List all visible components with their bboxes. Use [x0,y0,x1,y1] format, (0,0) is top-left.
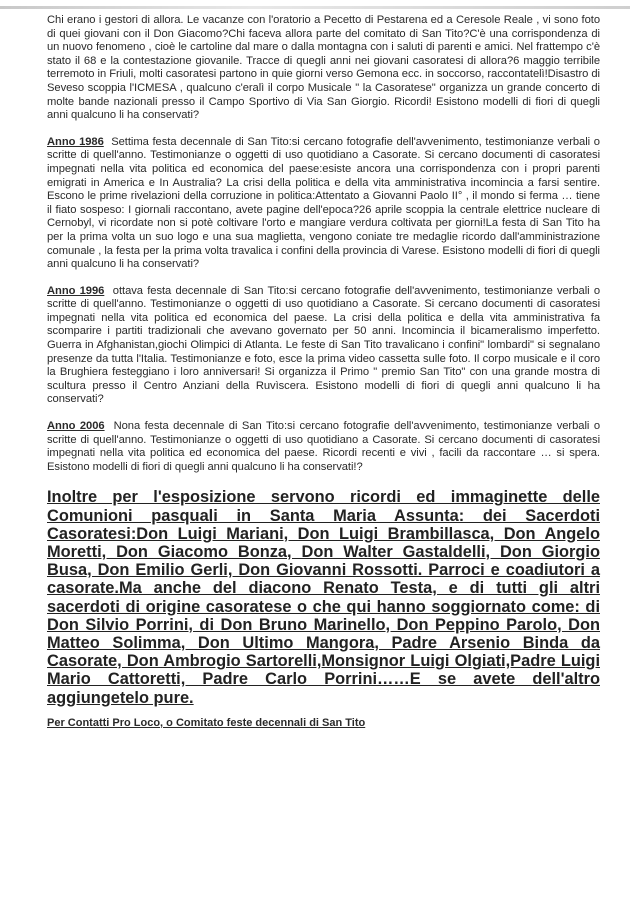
scan-top-edge [0,6,630,9]
document-page [47,14,600,729]
section-1996 [47,285,600,407]
section-2006-text: Nona festa decennale di San Tito:si cercano fotografie dell'avvenimento, testimonianze verbali o scritte di quell'anno. Testimonianze o oggetti di uso quotidiano a Casorate. Si cercano documenti di casoratesi impegnati nella vita politica ed economica del paese. Ricordi recenti e vivi , facili da raccontare … si spera. Esistono modelli di fiori di quegli anni qualcuno li ha conservati!? [47,420,600,473]
section-1986-text: Settima festa decennale di San Tito:si cercano fotografie dell'avvenimento, testimonianze verbali o scritte di quell'anno. Testimonianze o oggetti di uso quotidiano a Casorate. Si cercano documenti di casoratesi impegnati nella vita politica ed economica del paese:esiste ancora una corrispondenza con i propri parenti emigrati in America e In Australia? La crisi della politica e della vita amministrativa incomincia a farsi sentire. Escono le prime rivelazioni della corruzione in politica:Attentato a Giovanni Paolo II° , il mondo si ferma … tiene il fiato sospeso: I giornali raccontano, avete pagine dell'epoca?26 aprile scoppia la centrale elettrice nucleare di Cernobyl, vi ricordate non si potè coltivare l'orto e mangiare verdura coltivata per giorni!La festa di San Tito ha per la prima volta un suo logo e una sua maglietta, vengono coniate tre medaglie ricordo dall'amministrazione comunale , la festa per la prima volta travalica i confini della provincia di Varese. Esistono modelli di fiori di quegli anni qualcuno li ha conservati? [47,135,600,271]
section-1996-text: ottava festa decennale di San Tito:si cercano fotografie dell'avvenimento, testimonianze verbali o scritte di quell'anno. Testimonianze o oggetti di uso quotidiano a Casorate. Si cercano documenti di casoratesi impegnati nella vita politica ed economica del paese. La crisi della politica e della vita amministrativa fa scomparire i partiti tradizionali che avevano governato per 50 anni. Incomincia il bicameralismo imperfetto. Guerra in Afghanistan,giochi Olimpici di Atlanta. Le feste di San Tito travalicano i confini" lombardi" si segnalano presenze da tutta l'Italia. Testimonianze e foto, esce la prima video cassetta sulle foto. Il corpo musicale e il coro la Brughiera festeggiano i loro anniversari! Si organizza il Primo " premio San Tito" con una grande mostra di scultura presso il Centro Anziani della Ruvìscera. Esistono modelli di fiori di quegli anni qualcuno li ha conservati? [47,284,600,406]
appeal-paragraph: Inoltre per l'esposizione servono ricordi ed immaginette delle Comunioni pasquali in Santa Maria Assunta: dei Sacerdoti Casoratesi:Don Luigi Mariani, Don Luigi Brambillasca, Don Angelo Moretti, Don Giacomo Bonza, Don Walter Gastaldelli, Don Giorgio Busa, Don Emilio Gerli, Don Giovanni Rossotti. Parroci e coadiutori a casorate.Ma anche del diacono Renato Testa, e di tutti gli altri sacerdoti di origine casoratese o che qui hanno soggiornato come: di Don Silvio Porrini, di Don Bruno Marinello, Don Peppino Parolo, Don Matteo Solimma, Don Ultimo Mangora, Padre Arsenio Binda da Casorate, Don Ambrogio Sartorelli,Monsignor Luigi Olgiati,Padre Luigi Mario Cattoretti, Padre Carlo Porrini……E se avete dell'altro aggiungetelo pure. [47,488,600,707]
year-heading-2006: Anno 2006 [47,420,105,433]
year-heading-1986: Anno 1986 [47,135,104,148]
section-2006 [47,420,600,474]
intro-paragraph: Chi erano i gestori di allora. Le vacanze con l'oratorio a Pecetto di Pestarena ed a Ceresole Reale , vi sono foto di quei giovani con il Don Giacomo?Chi faceva allora parte del comitato di San Tito?C'è una corrispondenza di un nuovo fenomeno , cioè le cartoline dal mare o dalla montagna con i saluti di parenti e amici. Nel frattempo c'è stato il 68 e la contestazione giovanile. Tracce di quegli anni nei giovani casoratesi di allora?6 maggio terribile terremoto in Friuli, molti casoratesi partono in quie giorni verso Gemona ecc. in soccorso, raccontatelì!Disastro di Seveso scoppia l'ICMESA , qualcuno c'eralì il corpo Musicale " la Casoratese" organizza un grande concerto di molte bande nazionali presso il Campo Sportivo di Via San Giorgio. Ricordi! Esistono modelli di fiori di quegli anni qualcuno li ha conservati? [47,14,600,122]
year-heading-1996: Anno 1996 [47,284,105,297]
contact-line: Per Contatti Pro Loco, o Comitato feste decennali di San Tito [47,716,366,729]
section-1986 [47,136,600,272]
